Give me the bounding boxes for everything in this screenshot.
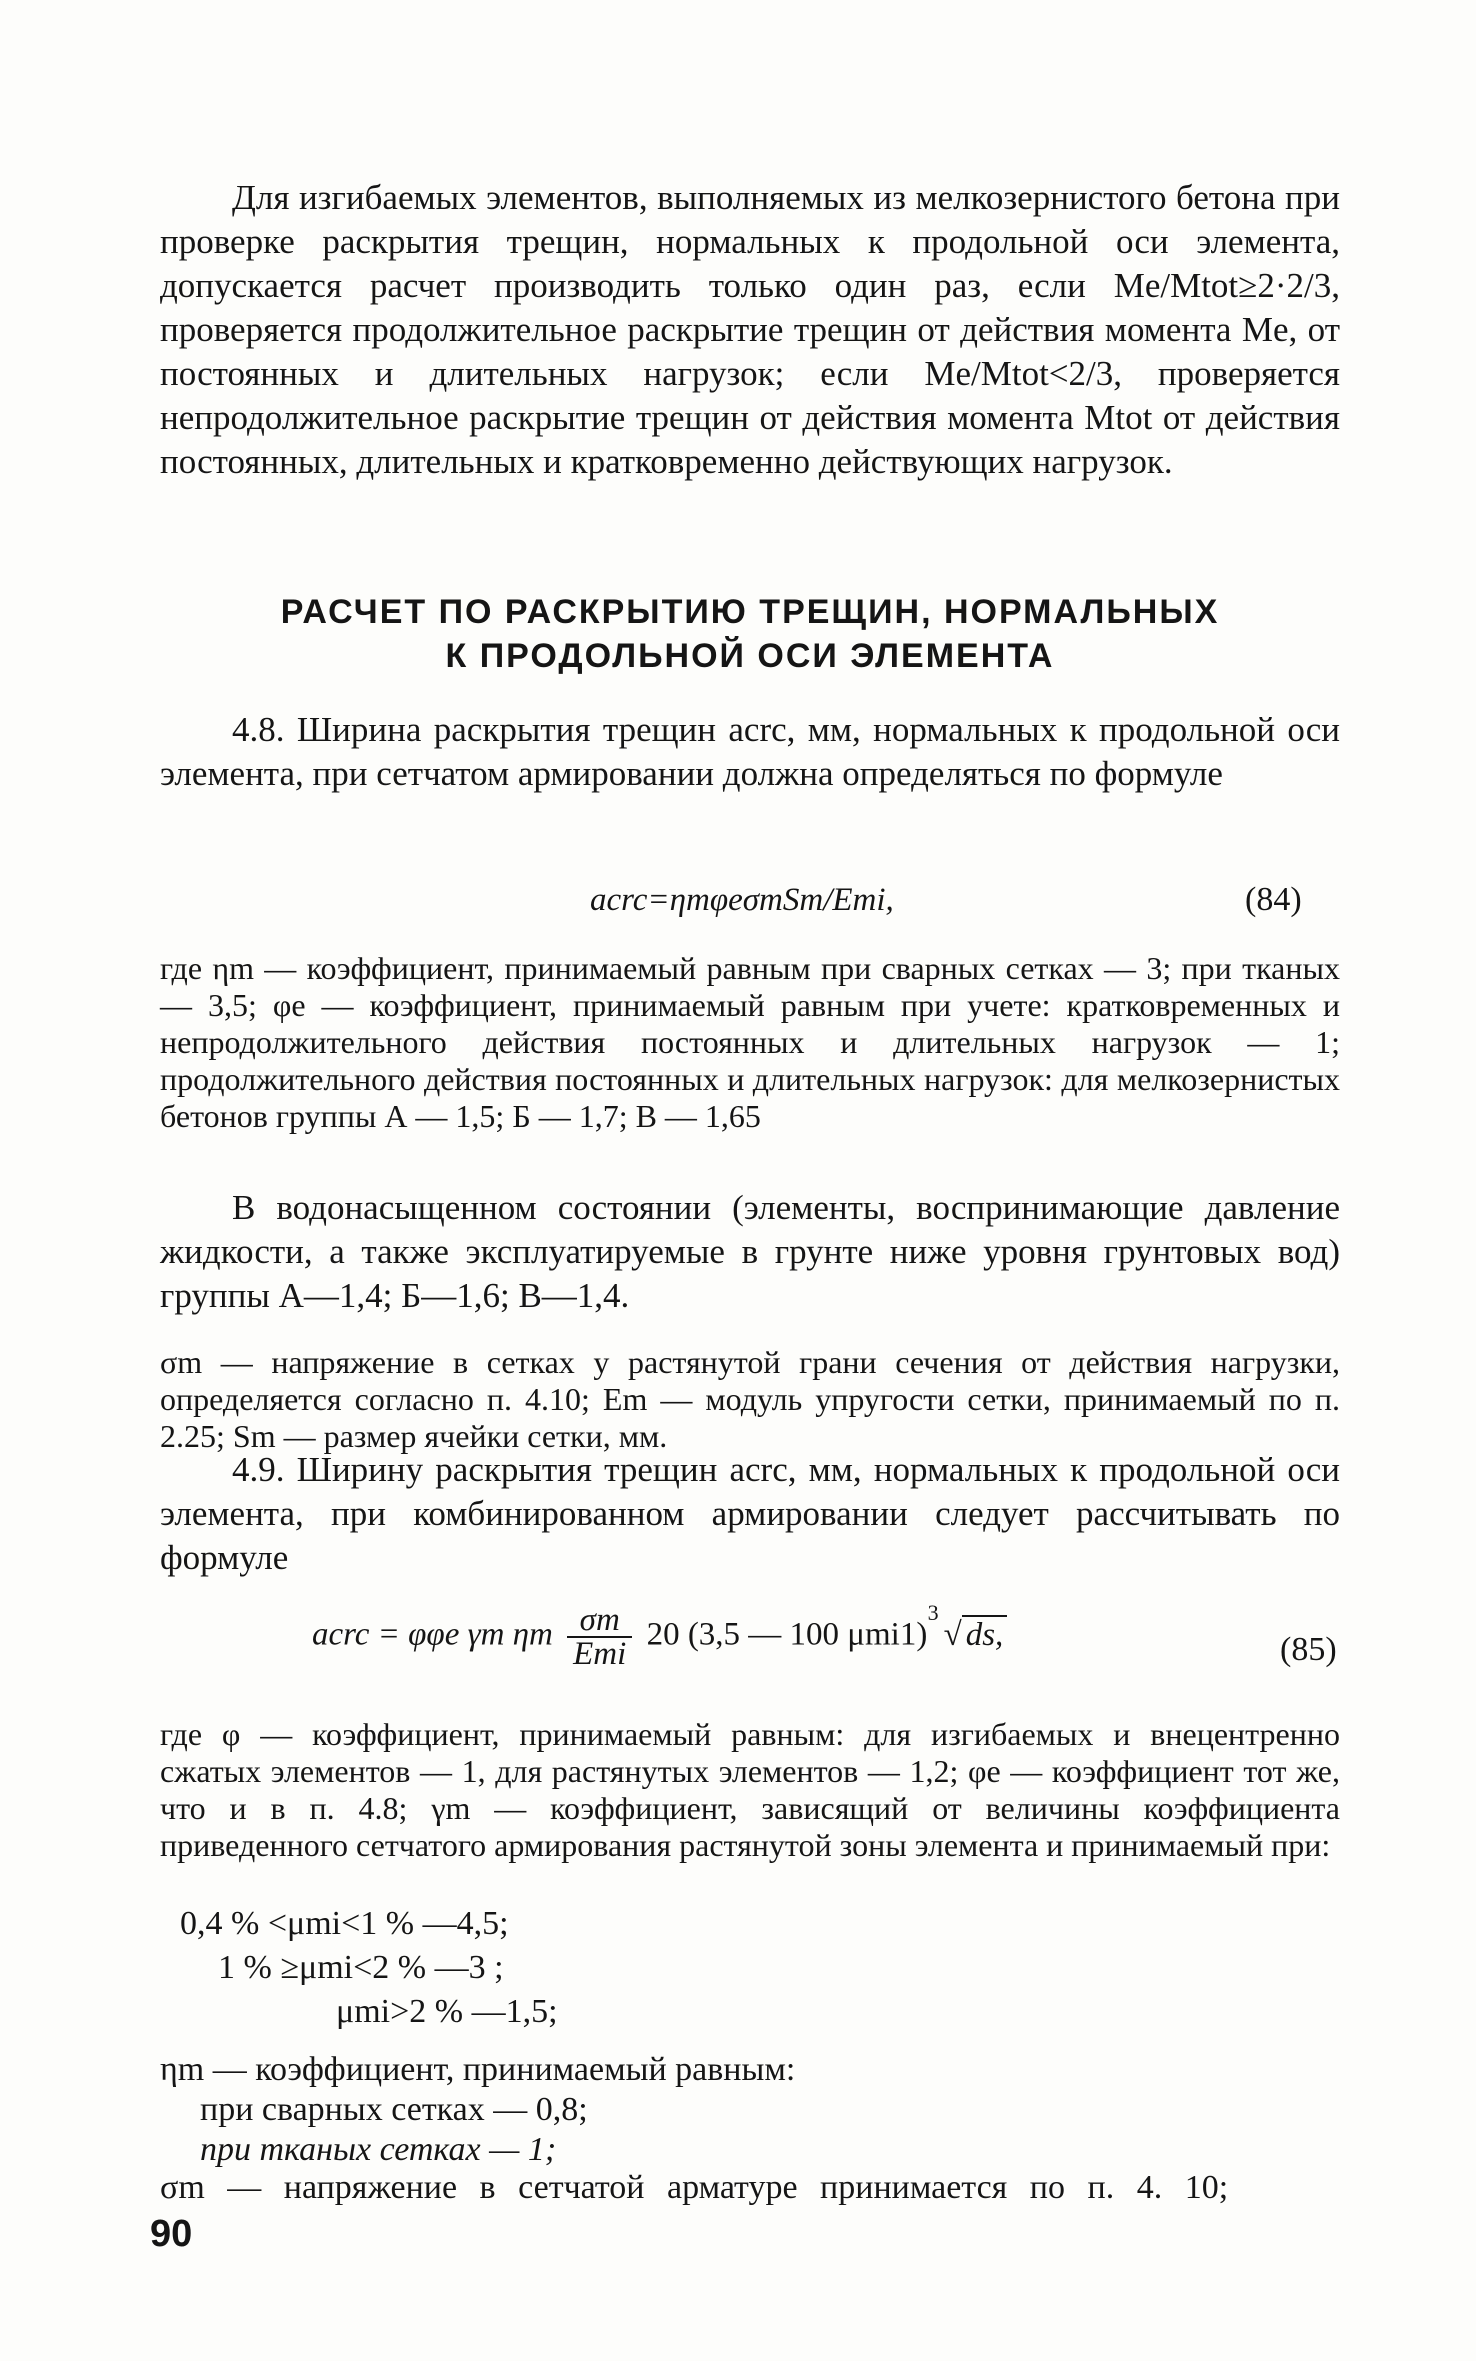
formula-85-radicand: ds, — [962, 1615, 1008, 1653]
sigma-last-line: σm — напряжение в сетчатой арматуре принимается по п. 4. 10; — [160, 2169, 1229, 2206]
gamma-condition-3: μmi>2 % —1,5; — [336, 1993, 558, 2030]
formula-85 — [312, 1599, 1007, 1672]
formula-85-numerator: σm — [567, 1604, 632, 1638]
formula-85-cube-root: 3 √ ds, — [936, 1613, 1008, 1657]
formula-85-left: acrc = φφe γm ηm — [312, 1616, 553, 1653]
page-number: 90 — [150, 2213, 193, 2255]
section-4-8-paragraph: 4.8. Ширина раскрытия трещин acrc, мм, нормальных к продольной оси элемента, при сетчатом армировании должна определяться по формуле — [160, 710, 1340, 793]
eta-woven: при тканых сетках — 1; — [200, 2131, 557, 2168]
where-84-paragraph: где ηm — коэффициент, принимаемый равным при сварных сетках — 3; при тканых — 3,5; φe — коэффициент, принимаемый равным при учете: кратковременных и непродолжительного действия постоянных и длительных нагрузок — 1; продолжительного действия постоянных и длительных нагрузок: для мелкозернистых бетонов группы А — 1,5; Б — 1,7; В — 1,65 — [160, 950, 1340, 1134]
eta-welded: при сварных сетках — 0,8; — [200, 2091, 588, 2128]
formula-85-fraction — [567, 1604, 632, 1670]
sigma-definition-paragraph: σm — напряжение в сетках у растянутой грани сечения от действия нагрузки, определяется согласно п. 4.10; Em — модуль упругости сетки, принимаемый по п. 2.25; Sm — размер ячейки сетки, мм. — [160, 1344, 1340, 1454]
water-saturated-paragraph: В водонасыщенном состоянии (элементы, воспринимающие давление жидкости, а также эксплуатируемые в грунте ниже уровня грунтовых вод) группы А—1,4; Б—1,6; В—1,4. — [160, 1188, 1340, 1315]
eta-definition: ηm — коэффициент, принимаемый равным: — [160, 2051, 796, 2088]
formula-85-number: (85) — [1280, 1631, 1337, 1668]
gamma-condition-2: 1 % ≥μmi<2 % —3 ; — [218, 1949, 504, 1986]
formula-85-middle: 20 (3,5 — 100 μmi1) — [646, 1616, 928, 1653]
section-heading-line-1: РАСЧЕТ ПО РАСКРЫТИЮ ТРЕЩИН, НОРМАЛЬНЫХ — [280, 593, 1220, 631]
section-heading-line-2: К ПРОДОЛЬНОЙ ОСИ ЭЛЕМЕНТА — [445, 637, 1055, 675]
formula-84: acrc=ηmφeσmSm/Emi, — [590, 882, 894, 918]
section-4-9-paragraph: 4.9. Ширину раскрытия трещин acrc, мм, нормальных к продольной оси элемента, при комбинированном армировании следует рассчитывать по формуле — [160, 1450, 1340, 1577]
formula-84-number: (84) — [1245, 881, 1302, 918]
formula-85-denominator: Emi — [573, 1636, 627, 1672]
gamma-condition-1: 0,4 % <μmi<1 % —4,5; — [180, 1905, 509, 1942]
where-85-paragraph: где φ — коэффициент, принимаемый равным: для изгибаемых и внецентренно сжатых элементов — 1, для растянутых элементов — 1,2; φe — коэффициент тот же, что и в п. 4.8; γm — коэффициент, зависящий от величины коэффициента приведенного сетчатого армирования растянутой зоны элемента и принимаемый при: — [160, 1716, 1340, 1863]
formula-85-root-index: 3 — [927, 1599, 939, 1625]
intro-paragraph: Для изгибаемых элементов, выполняемых из мелкозернистого бетона при проверке раскрытия трещин, нормальных к продольной оси элемента, допускается расчет производить только один раз, если Me/Mtot≥2·2/3, проверяется продолжительное раскрытие трещин от действия момента Me, от постоянных и длительных нагрузок; если Me/Mtot<2/3, проверяется непродолжительное раскрытие трещин от действия момента Mtot от действия постоянных, длительных и кратковременно действующих нагрузок. — [160, 178, 1340, 481]
